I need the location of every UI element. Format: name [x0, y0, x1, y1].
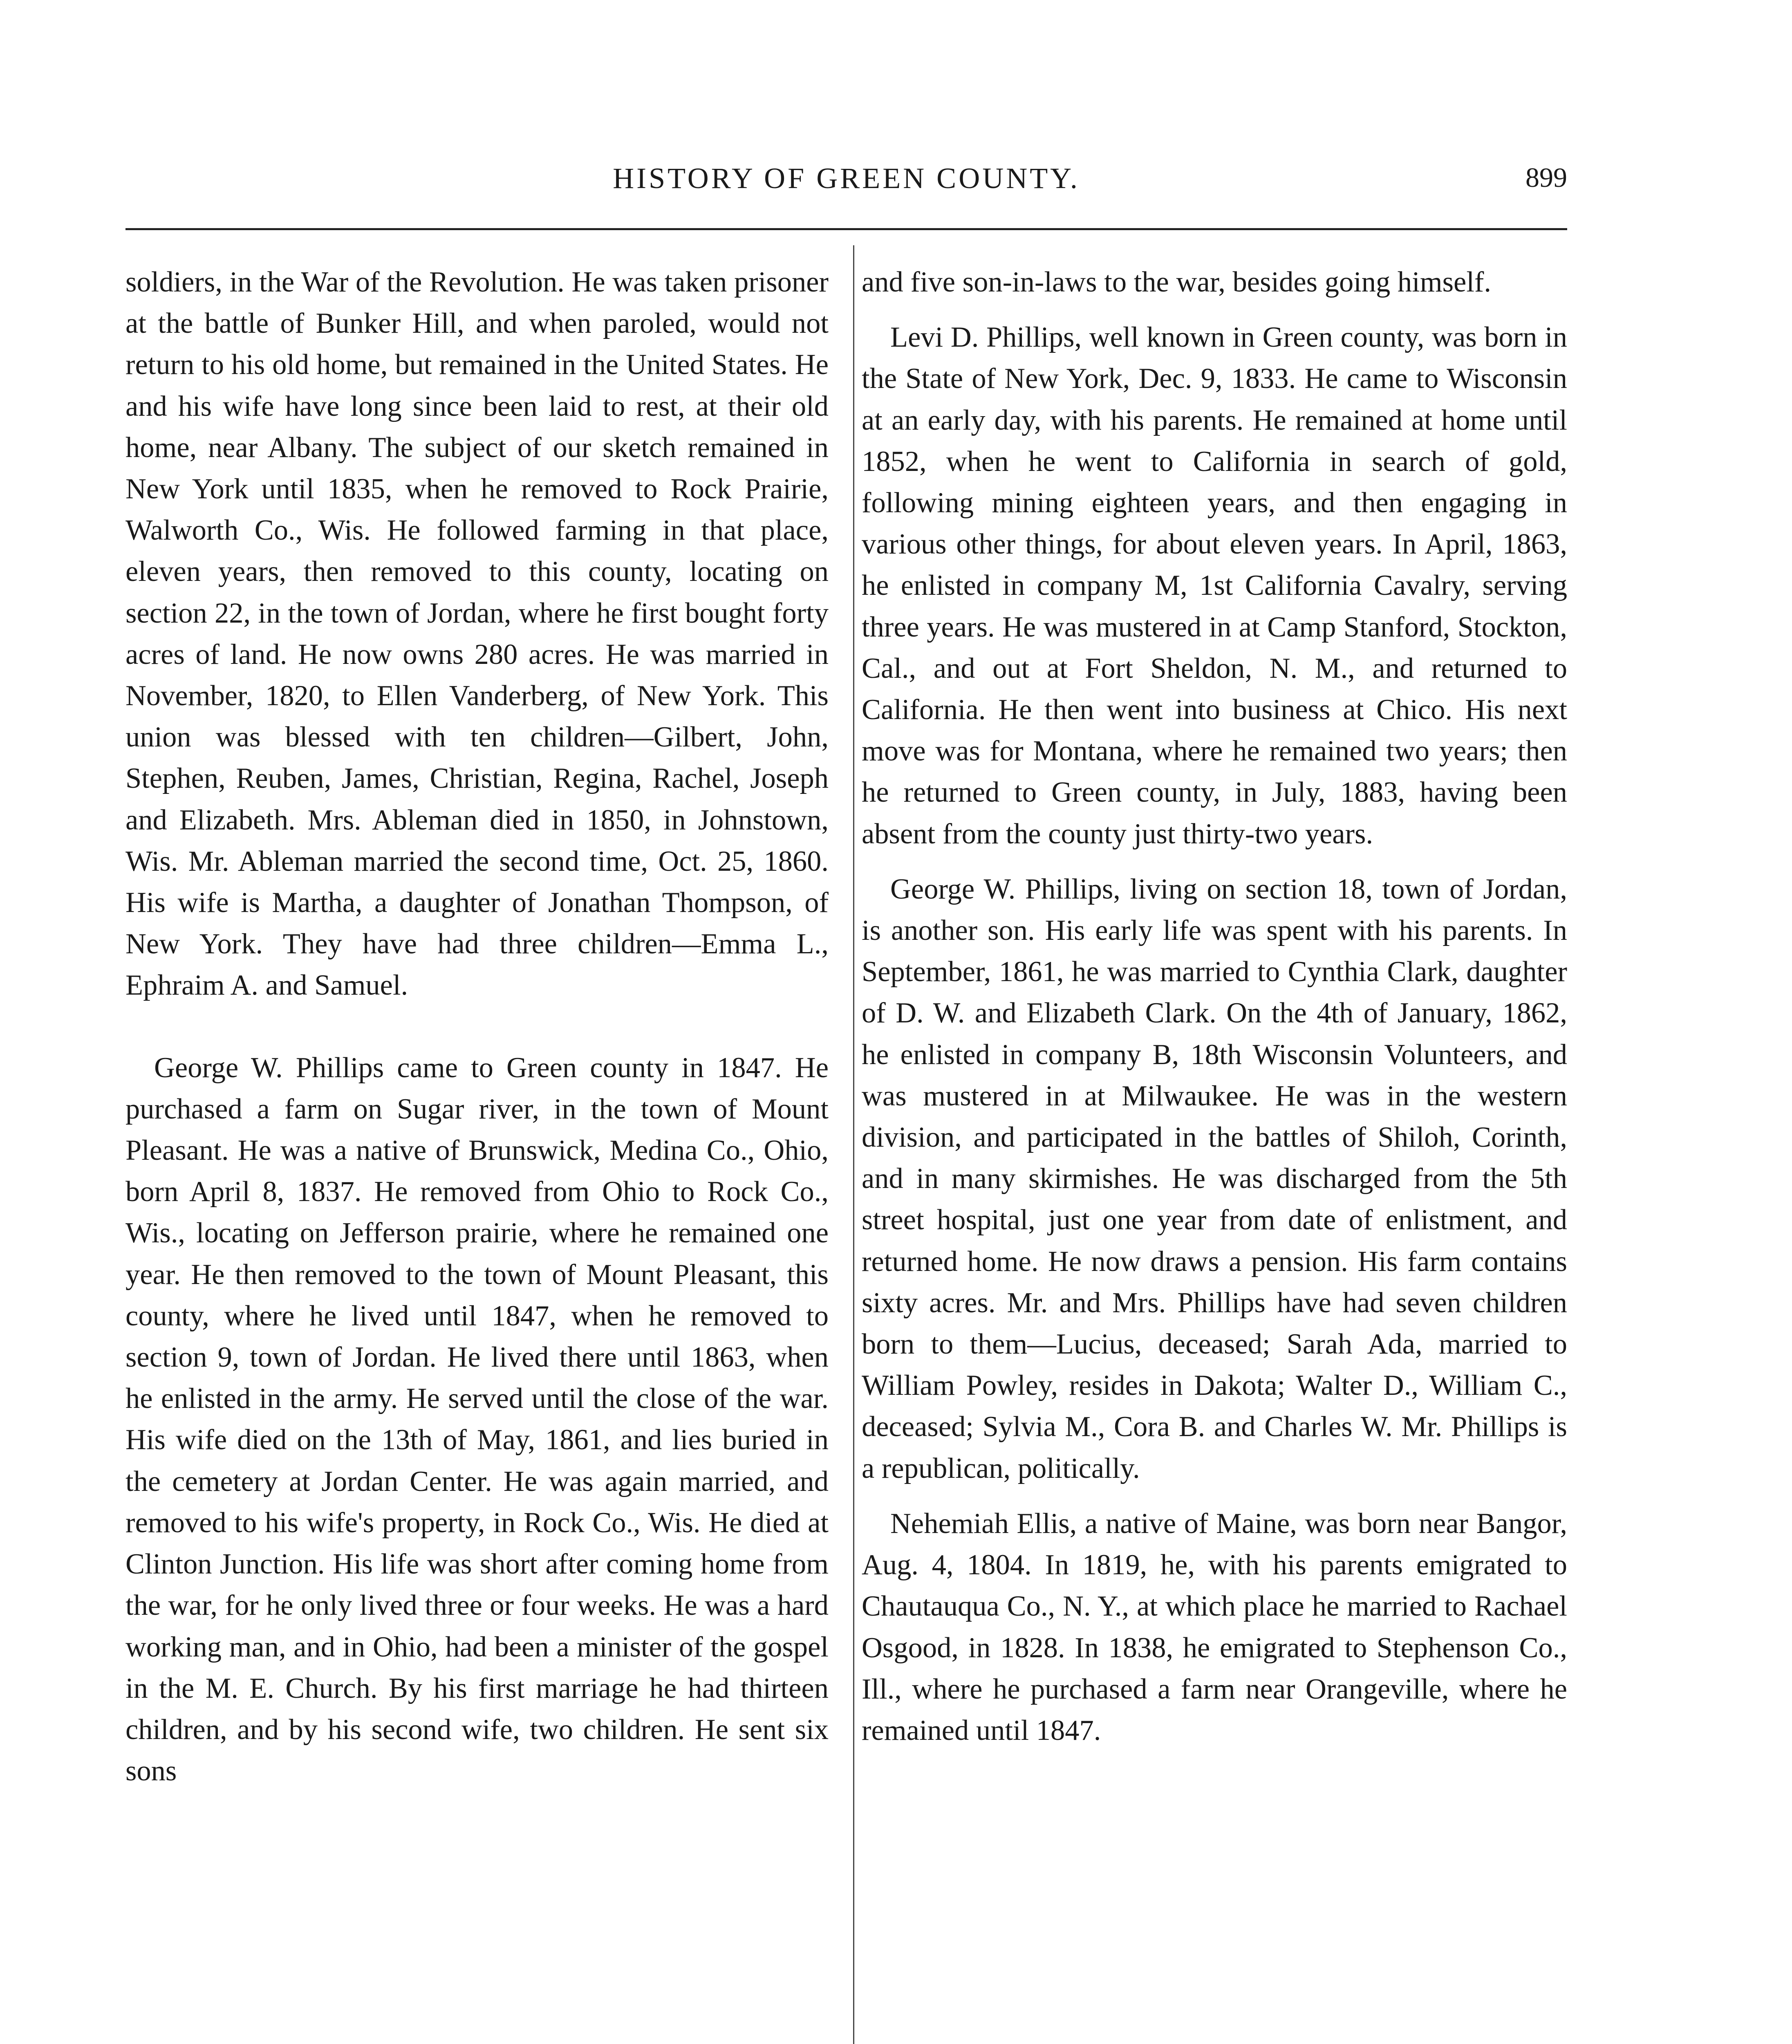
paragraph-levi-d-phillips: Levi D. Phillips, well known in Green county, was born in the State of New York, Dec. 9, 1833. He came to Wisconsin at an early day, with his parents. He remained at home until 1852, when he went to California in search of gold, following mining eighteen years, and then engaging in various other things, for about eleven years. In April, 1863, he enlisted in company M, 1st California Cavalry, serving three years. He was mustered in at Camp Stanford, Stockton, Cal., and out at Fort Sheldon, N. M., and returned to California. He then went into business at Chico. His next move was for Montana, where he remained two years; then he returned to Green county, in July, 1883, having been absent from the county just thirty-two years.	[862, 321, 1567, 850]
paragraph-george-w-phillips: George W. Phillips came to Green county in 1847. He purchased a farm on Sugar river, in the town of Mount Pleasant. He was a native of Brunswick, Medina Co., Ohio, born April 8, 1837. He removed from Ohio to Rock Co., Wis., locating on Jefferson prairie, where he remained one year. He then removed to the town of Mount Pleasant, this county, where he lived until 1847, when he removed to section 9, town of Jordan. He lived there until 1863, when he enlisted in the army. He served until the close of the war. His wife died on the 13th of May, 1861, and lies buried in the cemetery at Jordan Center. He was again married, and removed to his wife's property, in Rock Co., Wis. He died at Clinton Junction. His life was short after coming home from the war, for he only lived three or four weeks. He was a hard working man, and in Ohio, had been a minister of the gospel in the M. E. Church. By his first marriage he had thirteen children, and by his second wife, two children. He sent six sons	[125, 1051, 829, 1787]
page-number: 899	[1525, 162, 1567, 193]
right-column	[862, 262, 1567, 1751]
running-head-title: HISTORY OF GREEN COUNTY.	[613, 162, 1080, 195]
paragraph-george-w-phillips-son: George W. Phillips, living on section 18, town of Jordan, is another son. His early life was spent with his parents. In September, 1861, he was married to Cynthia Clark, daughter of D. W. and Elizabeth Clark. On the 4th of January, 1862, he enlisted in company B, 18th Wisconsin Volunteers, and was mustered in at Milwaukee. He was in the western division, and participated in the battles of Shiloh, Corinth, and in many skirmishes. He was discharged from the 5th street hospital, just one year from date of enlistment, and returned home. He now draws a pension. His farm contains sixty acres. Mr. and Mrs. Phillips have had seven children born to them—Lucius, deceased; Sarah Ada, married to William Powley, resides in Dakota; Walter D., William C., deceased; Sylvia M., Cora B. and Charles W. Mr. Phillips is a republican, politically.	[862, 873, 1567, 1484]
paragraph-phillips-continued: and five son-in-laws to the war, besides going himself.	[862, 266, 1492, 298]
paragraph-ableman-continued: soldiers, in the War of the Revolution. He was taken prisoner at the battle of Bunker Hill, and when paroled, would not return to his old home, but remained in the United States. He and his wife have long since been laid to rest, at their old home, near Albany. The subject of our sketch remained in New York until 1835, when he removed to Rock Prairie, Walworth Co., Wis. He followed farming in that place, eleven years, then removed to this county, locating on section 22, in the town of Jordan, where he first bought forty acres of land. He now owns 280 acres. He was married in November, 1820, to Ellen Vanderberg, of New York. This union was blessed with ten children—Gilbert, John, Stephen, Reuben, James, Christian, Regina, Rachel, Joseph and Elizabeth. Mrs. Ableman died in 1850, in Johnstown, Wis. Mr. Ableman married the second time, Oct. 25, 1860. His wife is Martha, a daughter of Jonathan Thompson, of New York. They have had three children—Emma L., Ephraim A. and Samuel.	[125, 266, 829, 1002]
header-rule	[125, 228, 1567, 230]
paragraph-nehemiah-ellis: Nehemiah Ellis, a native of Maine, was born near Bangor, Aug. 4, 1804. In 1819, he, with his parents emigrated to Chautauqua Co., N. Y., at which place he married to Rachael Osgood, in 1828. In 1838, he emigrated to Stephenson Co., Ill., where he purchased a farm near Orangeville, where he remained until 1847.	[862, 1507, 1567, 1746]
page-header	[125, 161, 1567, 206]
left-column	[125, 262, 829, 1792]
column-divider	[853, 245, 854, 2044]
